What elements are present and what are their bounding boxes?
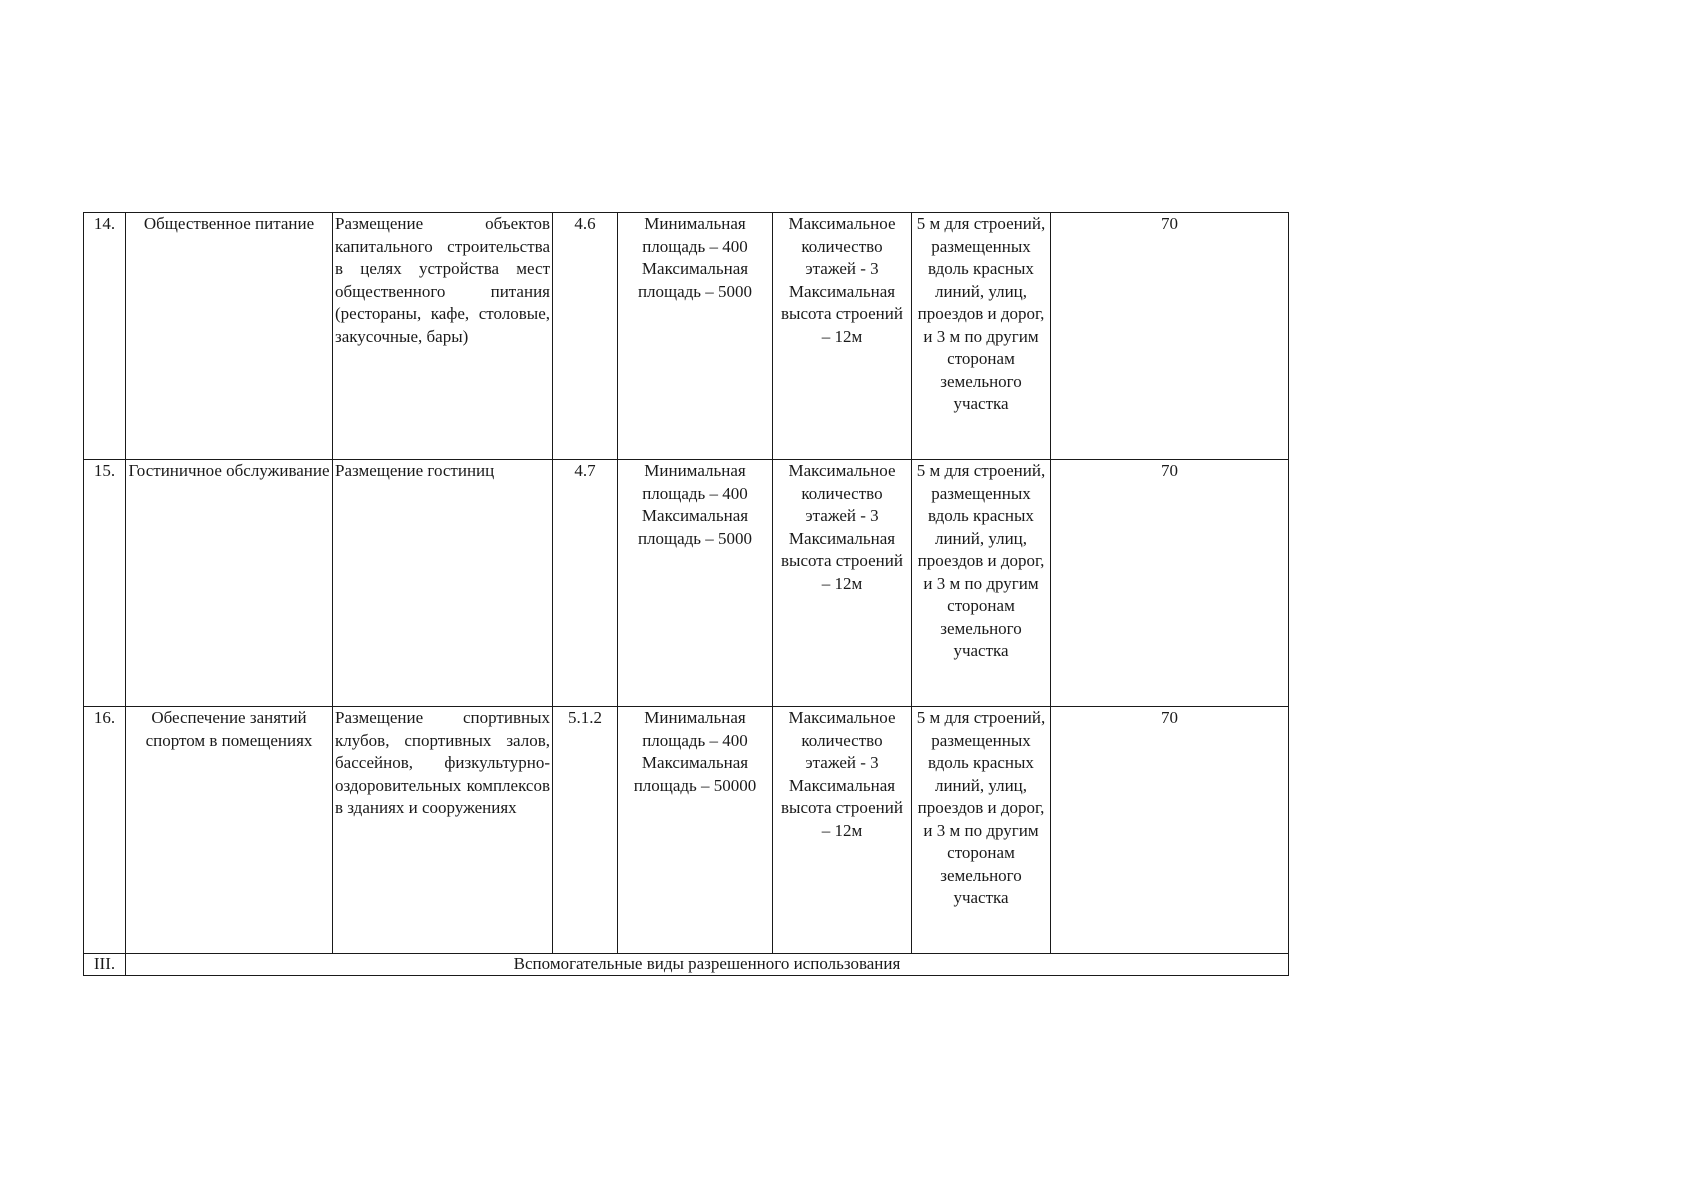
setback-requirements: 5 м для строений, размещенных вдоль красных линий, улиц, проездов и дорог, и 3 м по другим сторонам земельного участка [912,213,1051,460]
land-use-table [83,212,1289,976]
table-row [84,707,1289,954]
table-row [84,460,1289,707]
plot-area-limits: Минимальная площадь – 400 Максимальная площадь – 50000 [618,707,773,954]
classifier-code: 5.1.2 [553,707,618,954]
section-number: III. [84,954,126,976]
table-row [84,213,1289,460]
classifier-code: 4.7 [553,460,618,707]
use-type-description: Размещение спортивных клубов, спортивных залов, бассейнов, физкультурно-оздоровительных комплексов в зданиях и сооружениях [333,707,553,954]
use-type-description: Размещение гостиниц [333,460,553,707]
plot-area-limits: Минимальная площадь – 400 Максимальная площадь – 5000 [618,213,773,460]
max-coverage-percent: 70 [1051,213,1289,460]
classifier-code: 4.6 [553,213,618,460]
use-type-name: Гостиничное обслуживание [126,460,333,707]
use-type-description: Размещение объектов капитального строительства в целях устройства мест общественного питания (рестораны, кафе, столовые, закусочные, бары) [333,213,553,460]
use-type-name: Общественное питание [126,213,333,460]
row-number: 15. [84,460,126,707]
max-coverage-percent: 70 [1051,460,1289,707]
use-type-name: Обеспечение занятий спортом в помещениях [126,707,333,954]
floors-height-limits: Максимальное количество этажей - 3 Максимальная высота строений – 12м [773,460,912,707]
floors-height-limits: Максимальное количество этажей - 3 Максимальная высота строений – 12м [773,707,912,954]
floors-height-limits: Максимальное количество этажей - 3 Максимальная высота строений – 12м [773,213,912,460]
setback-requirements: 5 м для строений, размещенных вдоль красных линий, улиц, проездов и дорог, и 3 м по другим сторонам земельного участка [912,707,1051,954]
section-header-row [84,954,1289,976]
section-title: Вспомогательные виды разрешенного использования [126,954,1289,976]
row-number: 16. [84,707,126,954]
setback-requirements: 5 м для строений, размещенных вдоль красных линий, улиц, проездов и дорог, и 3 м по другим сторонам земельного участка [912,460,1051,707]
max-coverage-percent: 70 [1051,707,1289,954]
row-number: 14. [84,213,126,460]
plot-area-limits: Минимальная площадь – 400 Максимальная площадь – 5000 [618,460,773,707]
